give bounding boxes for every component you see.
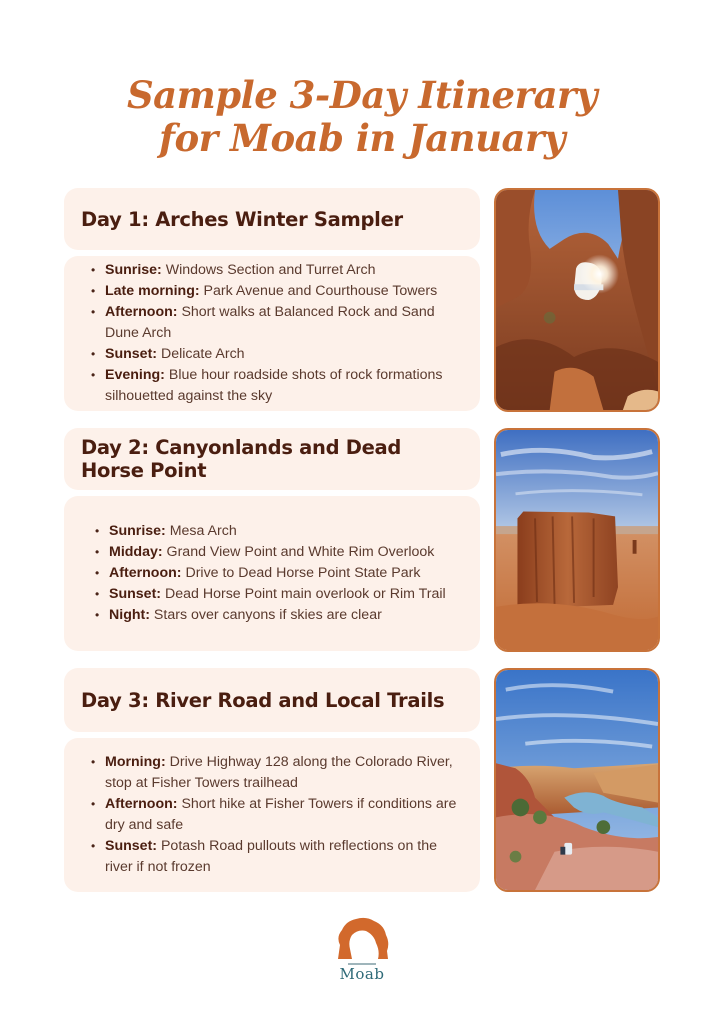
river-photo-image <box>496 670 658 890</box>
time-label: Morning: <box>105 754 166 770</box>
bullet-icon: • <box>91 305 96 319</box>
time-label: Sunrise: <box>105 262 162 278</box>
day-3-list-card <box>64 738 480 892</box>
bullet-icon: • <box>91 797 96 811</box>
list-item <box>88 836 466 878</box>
list-item <box>88 281 466 302</box>
moab-logo <box>332 915 392 985</box>
activity-text: Dead Horse Point main overlook or Rim Trail <box>161 586 446 602</box>
day-3-heading: Day 3: River Road and Local Trails <box>81 688 445 712</box>
page-title <box>0 74 724 160</box>
time-label: Midday: <box>109 544 163 560</box>
day-1-list-card <box>64 256 480 411</box>
bullet-icon: • <box>95 524 100 538</box>
list-item <box>88 794 466 836</box>
activity-text: Short hike at Fisher Towers if conditions are dry and safe <box>105 796 457 833</box>
day-2-heading: Day 2: Canyonlands and Dead Horse Point <box>81 436 402 482</box>
bullet-icon: • <box>91 284 96 298</box>
activity-text: Drive to Dead Horse Point State Park <box>181 565 421 581</box>
bullet-icon: • <box>91 368 96 382</box>
list-item <box>88 752 466 794</box>
day-2-photo <box>494 428 660 652</box>
day-1-header <box>64 188 480 250</box>
activity-text: Grand View Point and White Rim Overlook <box>162 544 435 560</box>
bullet-icon: • <box>91 839 96 853</box>
time-label: Sunset: <box>105 838 158 854</box>
activity-text: Mesa Arch <box>165 523 237 539</box>
day-3-activity-list <box>88 752 466 878</box>
activity-text: Delicate Arch <box>157 346 245 362</box>
time-label: Afternoon: <box>105 304 178 320</box>
day-2-header <box>64 428 480 490</box>
day-3-header <box>64 668 480 732</box>
activity-text: Potash Road pullouts with reflections on the river if not frozen <box>105 838 438 875</box>
time-label: Sunrise: <box>109 523 166 539</box>
arch-icon <box>332 915 392 963</box>
activity-text: Stars over canyons if skies are clear <box>149 607 382 623</box>
list-item <box>92 521 466 542</box>
day-2-activity-list <box>88 521 466 626</box>
bullet-icon: • <box>91 755 96 769</box>
time-label: Afternoon: <box>109 565 182 581</box>
activity-text: Drive Highway 128 along the Colorado River, stop at Fisher Towers trailhead <box>105 754 453 791</box>
list-item <box>92 542 466 563</box>
list-item <box>92 584 466 605</box>
list-item <box>88 365 466 407</box>
time-label: Sunset: <box>109 586 162 602</box>
activity-text: Short walks at Balanced Rock and Sand Dune Arch <box>105 304 435 341</box>
arch-photo-image <box>496 190 658 410</box>
activity-text: Park Avenue and Courthouse Towers <box>199 283 438 299</box>
title-line-2: for Moab in January <box>159 116 565 160</box>
day-1-photo <box>494 188 660 412</box>
activity-text: Windows Section and Turret Arch <box>161 262 376 278</box>
title-line-1: Sample 3-Day Itinerary <box>126 73 598 117</box>
time-label: Night: <box>109 607 150 623</box>
list-item <box>92 563 466 584</box>
day-1-heading: Day 1: Arches Winter Sampler <box>81 207 403 231</box>
day-1-activity-list <box>88 260 466 407</box>
time-label: Late morning: <box>105 283 200 299</box>
list-item <box>92 605 466 626</box>
bullet-icon: • <box>95 587 100 601</box>
butte-photo-image <box>496 430 658 650</box>
list-item <box>88 302 466 344</box>
day-3-photo <box>494 668 660 892</box>
bullet-icon: • <box>95 545 100 559</box>
bullet-icon: • <box>95 566 100 580</box>
list-item <box>88 260 466 281</box>
time-label: Evening: <box>105 367 165 383</box>
activity-text: Blue hour roadside shots of rock formations silhouetted against the sky <box>105 367 443 404</box>
bullet-icon: • <box>91 347 96 361</box>
day-2-list-card <box>64 496 480 651</box>
bullet-icon: • <box>91 263 96 277</box>
time-label: Sunset: <box>105 346 158 362</box>
bullet-icon: • <box>95 608 100 622</box>
logo-text: Moab <box>339 965 385 983</box>
list-item <box>88 344 466 365</box>
time-label: Afternoon: <box>105 796 178 812</box>
